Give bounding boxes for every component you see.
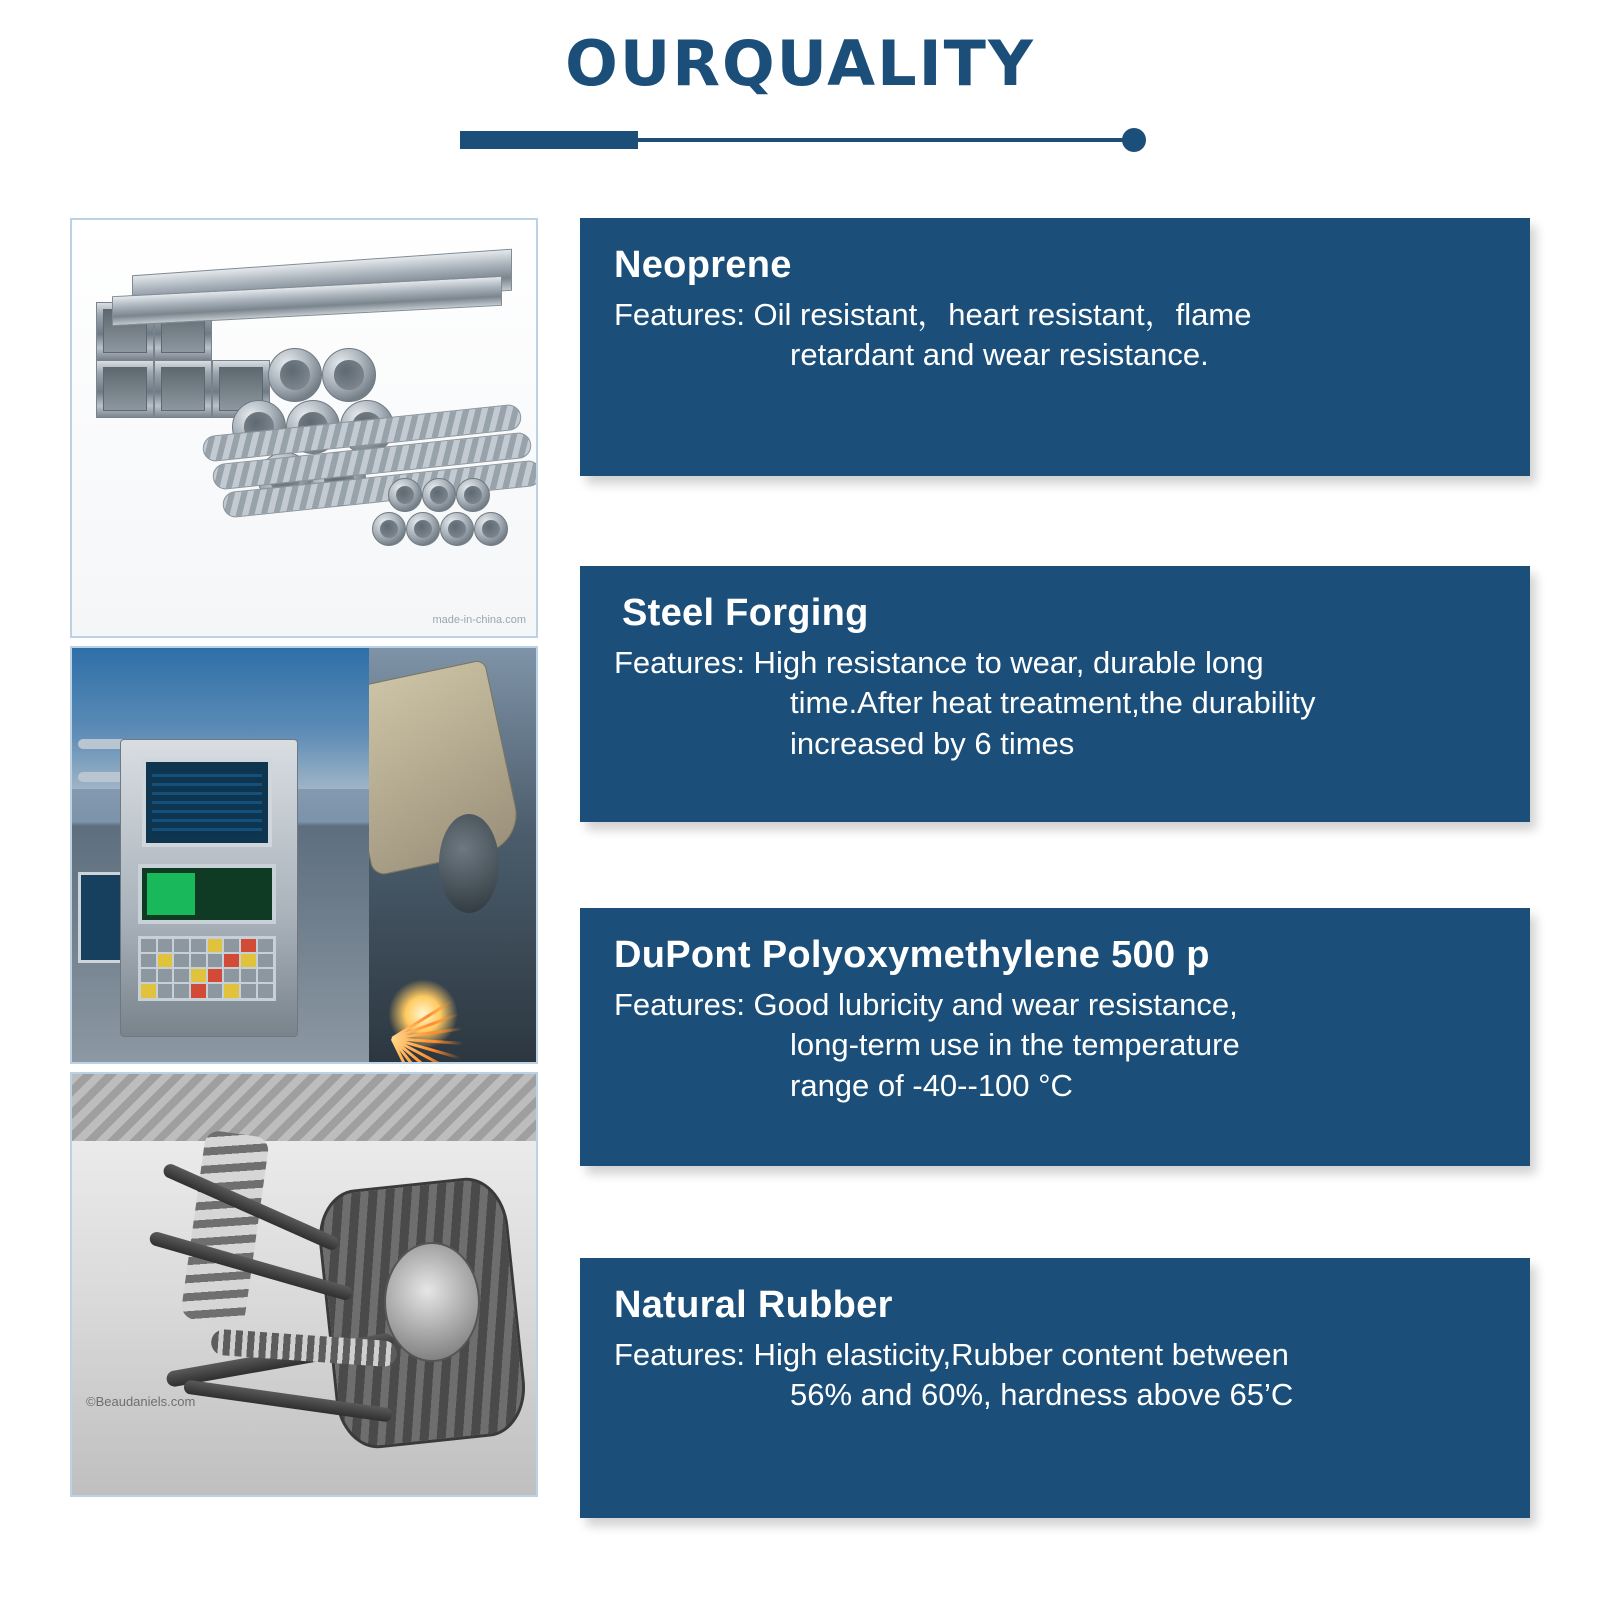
card-body-line-2: retardant and wear resistance. xyxy=(790,337,1209,373)
suspension-photo xyxy=(70,1072,538,1497)
card-body xyxy=(614,985,1496,1106)
card-title: DuPont Polyoxymethylene 500 p xyxy=(614,934,1210,976)
page-title xyxy=(0,27,1600,100)
card-body-line-2: 56% and 60%, hardness above 65’C xyxy=(790,1377,1294,1413)
suspension-illustration xyxy=(72,1074,536,1495)
card-body-line-1: Features: Oil resistant，heart resistant，flame xyxy=(614,297,1252,332)
card-body-line-2: time.After heat treatment,the durability xyxy=(790,685,1316,721)
cnc-illustration xyxy=(72,648,536,1062)
divider-accent-bar xyxy=(460,131,638,149)
page-title-part2: QUALITY xyxy=(721,27,1035,100)
header-divider xyxy=(460,126,1140,154)
card-title: Natural Rubber xyxy=(614,1284,893,1326)
feature-card-steel-forging xyxy=(580,566,1530,822)
card-title: Steel Forging xyxy=(622,592,869,634)
divider-dot-icon xyxy=(1122,128,1146,152)
feature-card-dupont-polyoxymethylene xyxy=(580,908,1530,1166)
card-title: Neoprene xyxy=(614,244,792,286)
image-watermark: made-in-china.com xyxy=(432,614,526,626)
card-body xyxy=(614,295,1496,376)
card-body-line-3: increased by 6 times xyxy=(790,725,1075,761)
steel-pipes-illustration xyxy=(72,220,536,636)
page-title-part1: OUR xyxy=(565,27,722,100)
feature-card-natural-rubber xyxy=(580,1258,1530,1518)
welding-robot-scene xyxy=(369,648,536,1062)
steel-pipes-photo xyxy=(70,218,538,638)
page-header xyxy=(0,27,1600,154)
card-body xyxy=(614,1335,1496,1416)
card-body-line-1: Features: High resistance to wear, durable long xyxy=(614,645,1264,680)
card-body-line-3: range of -40--100 °C xyxy=(790,1067,1073,1103)
card-body xyxy=(614,643,1496,764)
feature-card-neoprene xyxy=(580,218,1530,476)
card-body-line-1: Features: High elasticity,Rubber content between xyxy=(614,1337,1289,1372)
cnc-machine-scene xyxy=(72,648,369,1062)
image-column xyxy=(70,218,538,1497)
card-body-line-1: Features: Good lubricity and wear resistance, xyxy=(614,987,1238,1022)
card-body-line-2: long-term use in the temperature xyxy=(790,1027,1240,1063)
feature-card-column xyxy=(580,218,1530,1518)
image-watermark: ©Beaudaniels.com xyxy=(86,1394,196,1409)
cnc-welding-photo xyxy=(70,646,538,1064)
